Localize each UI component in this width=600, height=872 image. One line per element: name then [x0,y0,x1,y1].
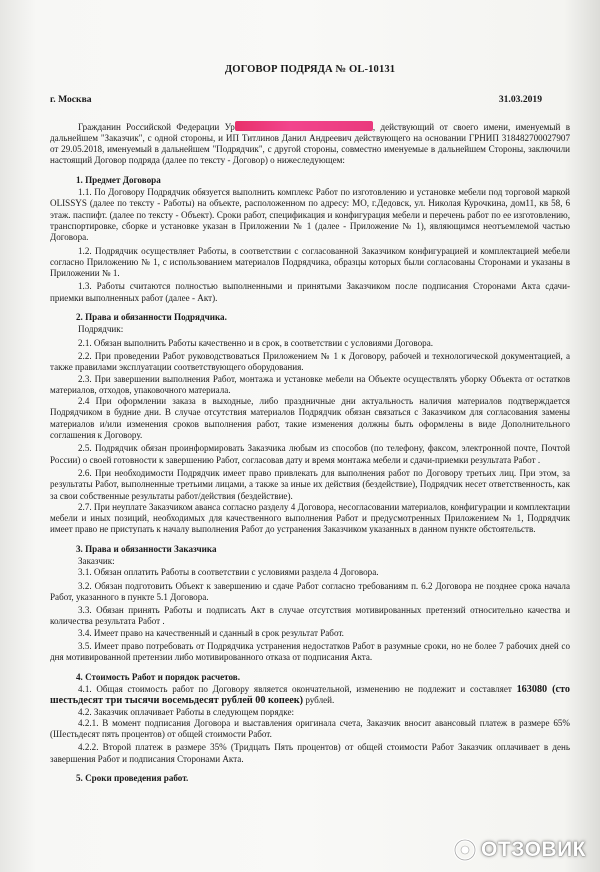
clause-3-3: 3.3. Обязан принять Работы и подписать Акт в случае отсутствия мотивированных претензий относительно качества и количества результата Работ . [50,605,570,627]
clause-4-1 [50,684,570,707]
section-3-lead: Заказчик: [78,555,115,566]
clause-2-5: 2.5. Подрядчик обязан проинформировать Заказчика любым из способов (по телефону, факсом, электронной почте, Почтой России) о своей готовности к завершению Работ, согласовав дату и время монтажа мебели и сдачи-приемки результата Работ . [50,443,570,465]
clause-4-1-start: 4.1. Общая стоимость работ по Договору является окончательной, изменению не подлежит и составляет [78,683,512,694]
document-page [50,64,570,785]
clause-2-6: 2.6. При необходимости Подрядчик имеет право привлекать для выполнения работ по Договору третьих лиц. При этом, за результаты Работ, выполненные третьими лицами, а также за иные их действия (бездействие), Подрядчик несет ответственность, как за свои собственные результаты работ/действия (бездействие). [50,467,570,501]
clause-3-4: 3.4. Имеет право на качественный и сданный в срок результат Работ. [78,627,344,638]
clause-4-2-1: 4.2.1. В момент подписания Договора и выставления оригинала счета, Заказчик вносит авансовый платеж в размере 65% (Шестьдесят пять процентов) от общей стоимости Работ. [50,717,570,740]
clause-2-1: 2.1. Обязан выполнить Работы качественно и в срок, в соответствии с условиями Договора. [78,337,434,348]
city: г. Москва [50,94,92,106]
clause-1-1: 1.1. По Договору Подрядчик обязуется выполнить комплекс Работ по изготовлению и установке мебели под торговой маркой OLISSYS (далее по тексту - Работы) на объекте, расположенном по адресу: МО, г.Дедовск, ул. Николая Курочкина, дом11, кв 58, 6 этаж. паспифт. (далее по тексту - Объект). Сроки работ, спецификация и конфигурация мебели и перечень работ по ее изготовлению, транспортировке, сборке и установке указан в Приложении № 1 (далее - Приложение № 1), являющимся неотъемлемой частью Договора. [50,187,570,243]
redaction-mark [235,121,373,131]
section-2-lead: Подрядчик: [78,324,124,335]
preamble-rest: , действующий от своего имени, именуемый в дальнейшем "Заказчик", с одной стороны, и ИП Титлинов Данил Андреевич действующего на основании ГРНИП 318482700027907 от 29.05.2018, именуемый в дальнейшем "Подрядчик", с другой стороны, совместно именуемые в дальнейшем Стороны, заключили настоящий Договор подряда (далее по тексту - Договор) о нижеследующем: [50,121,570,166]
section-4-heading: 4. Стоимость Работ и порядок расчетов. [76,671,240,682]
clause-1-3: 1.3. Работы считаются полностью выполненными и принятыми Заказчиком после подписания Сторонами Акта сдачи-приемки выполненных работ (далее - Акт). [50,281,570,303]
section-5-heading: 5. Сроки проведения работ. [76,773,189,784]
watermark-text: ОТЗОВИК [481,838,586,861]
clause-3-5: 3.5. Имеет право потребовать от Подрядчика устранения недостатков Работ в разумные сроки, но не более 7 рабочих дней со дня мотивированной претензии либо мотивированного отказа от подписания Акта. [50,641,570,663]
clause-2-3: 2.3. При завершении выполнения Работ, монтажа и установке мебели на Объекте осуществлять уборку Объекта от остатков материалов, отходов, упаковочного материала. [50,373,570,395]
document-title: ДОГОВОР ПОДРЯДА № OL-10131 [224,64,396,75]
section-3-heading: 3. Права и обязанности Заказчика [76,543,217,554]
section-2-heading: 2. Права и обязанности Подрядчика. [76,312,227,323]
preamble-start: Гражданин Российской Федерации Ур [78,121,235,132]
preamble [50,121,570,167]
clause-3-2: 3.2. Обязан подготовить Объект к завершению и сдаче Работ согласно требованиям п. 6.2 Договора не позднее срока начала Работ, указанного в пункте 5.1 Договора. [50,580,570,602]
clause-2-4: 2.4 При оформлении заказа в выходные, либо праздничные дни актуальность наличия материалов подтверждается Подрядчиком в будние дни. В случае отсутствия материалов Подрядчик обязан связаться с Заказчиком для согласования замены материалов и/или изменения сроков выполнения работ, такие изменения должны быть оформлены в виде Дополнительного соглашения к Договору. [50,396,570,441]
clause-4-1-end: рублей. [305,695,335,706]
contract-amount: 163080 (сто шестьдесят три тысячи восемьдесят рублей 00 копеек) [50,683,570,707]
clause-2-7: 2.7. При неуплате Заказчиком аванса согласно разделу 4 Договора, несогласовании материалов, конфигурации и комплектации мебели и иных позиций, необходимых для качественного выполнения Работ и предусмотренных Приложением № 1, Подрядчик имеет право не приступать к началу выполнения Работ до устранения Заказчиком указанных в данном пункте обстоятельств. [50,501,571,535]
otzovik-logo-icon [453,838,477,862]
section-1-heading: 1. Предмет Договора [76,174,161,185]
city-date-row [50,94,570,105]
clause-1-2: 1.2. Подрядчик осуществляет Работы, в соответствии с согласованной Заказчиком конфигурацией и комплектацией мебели согласно Приложению № 1, с использованием материалов Подрядчика, образцы которых были согласованы Сторонами и указаны в Приложении № 1. [50,245,570,279]
clause-4-2-2: 4.2.2. Второй платеж в размере 35% (Тридцать Пять процентов) от общей стоимости Работ Заказчик оплачивает в день завершения Работ и подписания Сторонами Акта. [50,742,570,764]
clause-3-1: 3.1. Обязан оплатить Работы в соответствии с условиями раздела 4 Договора. [78,567,379,578]
clause-2-2: 2.2. При проведении Работ руководствоваться Приложением № 1 к Договору, рабочей и технологической документацией, а также правилами эксплуатации соответствующего оборудования. [50,350,570,373]
clause-4-2: 4.2. Заказчик оплачивает Работы в следующем порядке: [78,706,295,717]
contract-date: 31.03.2019 [498,94,542,106]
otzovik-watermark [453,838,586,862]
